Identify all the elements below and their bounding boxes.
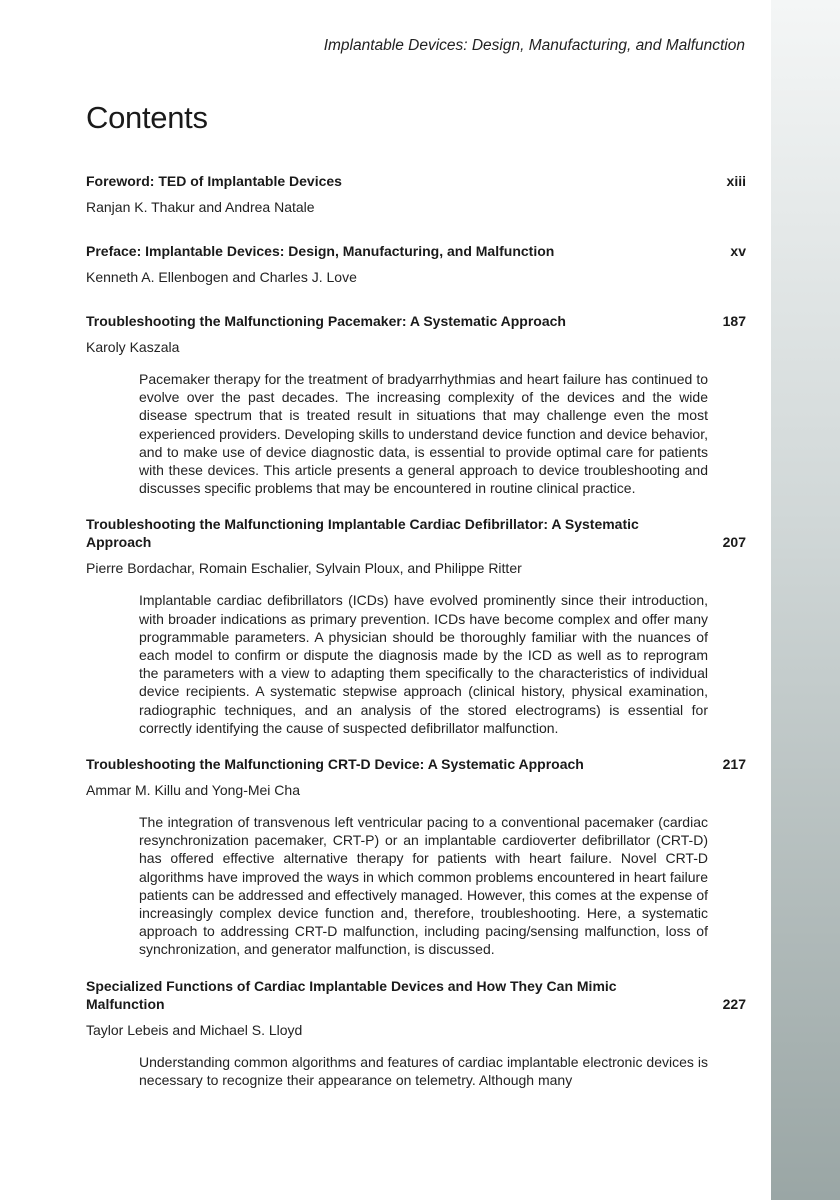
- entry-page-number[interactable]: 187: [722, 313, 746, 329]
- entry-title[interactable]: Troubleshooting the Malfunctioning Pacemaker: A Systematic Approach: [86, 313, 566, 329]
- toc-entry-preface: [86, 242, 746, 286]
- entry-title[interactable]: Foreword: TED of Implantable Devices: [86, 173, 342, 189]
- entry-abstract: Implantable cardiac defibrillators (ICDs) have evolved prominently since their introduction, with broader indications as primary prevention. ICDs have become complex and offer many programmable parameters. A physician should be thoroughly familiar with the nuances of each model to confirm or dispute the diagnosis made by the ICD as well as to reprogram the parameters with a view to adapting them specifically to the characteristics of individual device recipients. A systematic stepwise approach (clinical history, physical examination, radiographic techniques, and an analysis of the stored electrograms) is essential for correctly identifying the cause of suspected defibrillator malfunction.: [139, 592, 708, 736]
- entry-abstract: Pacemaker therapy for the treatment of bradyarrhythmias and heart failure has continued to evolve over the past decades. The increasing complexity of the devices and the wide disease spectrum that is treated result in situations that may challenge even the most experienced providers. Developing skills to understand device function and device behavior, and to make use of device diagnostic data, is essential to provide optimal care for patients with these devices. This article presents a general approach to device troubleshooting and discusses specific problems that may be encountered in routine clinical practice.: [139, 371, 708, 497]
- side-color-band: [771, 0, 840, 1200]
- entry-abstract: The integration of transvenous left ventricular pacing to a conventional pacemaker (cardiac resynchronization pacemaker, CRT-P) or an implantable cardioverter defibrillator (CRT-D) has offered effective alternative therapy for patients with heart failure. Novel CRT-D algorithms have improved the ways in which common problems encountered in heart failure patients can be addressed and effectively managed. However, this comes at the expense of increasingly complex device function and, therefore, troubleshooting. Here, a systematic approach to addressing CRT-D malfunction, including pacing/sensing malfunction, loss of synchronization, and generator malfunction, is discussed.: [139, 814, 708, 958]
- entry-authors: Karoly Kaszala: [86, 339, 180, 355]
- entry-page-number[interactable]: 217: [722, 756, 746, 773]
- entry-authors: Ammar M. Killu and Yong-Mei Cha: [86, 782, 300, 799]
- page-title: Contents: [86, 100, 208, 135]
- entry-page-number[interactable]: xiii: [726, 173, 746, 189]
- toc-entry-crt-d: [86, 755, 746, 959]
- running-header: Implantable Devices: Design, Manufacturing, and Malfunction: [323, 37, 745, 54]
- entry-title[interactable]: Troubleshooting the Malfunctioning CRT-D Device: A Systematic Approach: [86, 756, 584, 773]
- entry-page-number[interactable]: 207: [722, 534, 746, 551]
- entry-authors: Pierre Bordachar, Romain Eschalier, Sylvain Ploux, and Philippe Ritter: [86, 560, 522, 577]
- entry-title[interactable]: Troubleshooting the Malfunctioning Implantable Cardiac Defibrillator: A Systematic Approach: [86, 516, 639, 551]
- entry-authors: Taylor Lebeis and Michael S. Lloyd: [86, 1021, 303, 1038]
- table-of-contents: [86, 172, 746, 1089]
- toc-entry-foreword: [86, 172, 746, 216]
- entry-authors: Kenneth A. Ellenbogen and Charles J. Love: [86, 269, 357, 285]
- entry-title[interactable]: Preface: Implantable Devices: Design, Manufacturing, and Malfunction: [86, 243, 555, 259]
- entry-page-number[interactable]: xv: [730, 243, 746, 259]
- entry-page-number[interactable]: 227: [722, 995, 746, 1012]
- entry-title[interactable]: Specialized Functions of Cardiac Implantable Devices and How They Can Mimic Malfunction: [86, 977, 617, 1012]
- toc-entry-specialized-functions: [86, 977, 746, 1089]
- entry-abstract: Understanding common algorithms and features of cardiac implantable electronic devices is necessary to recognize their appearance on telemetry. Although many: [139, 1053, 708, 1088]
- entry-authors: Ranjan K. Thakur and Andrea Natale: [86, 199, 315, 215]
- toc-entry-pacemaker: [86, 312, 746, 497]
- toc-entry-icd: [86, 515, 746, 737]
